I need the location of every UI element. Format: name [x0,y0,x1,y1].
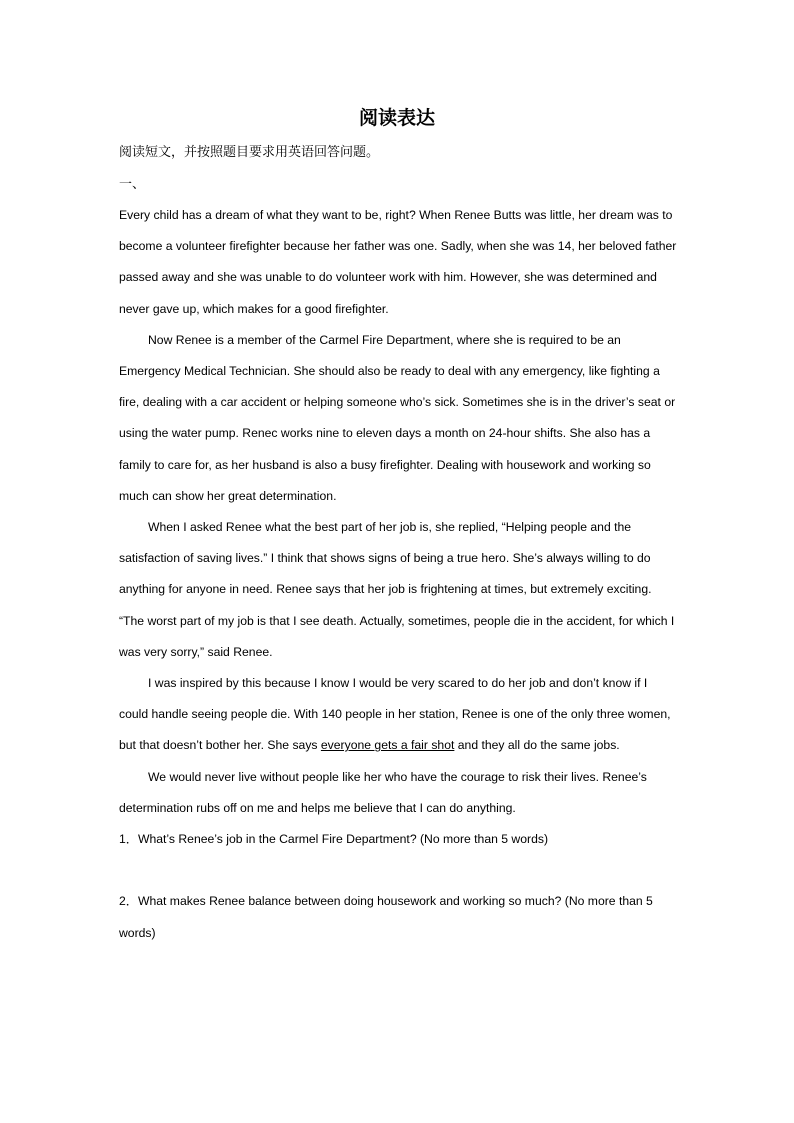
paragraph-4 [119,668,679,762]
paragraph-2: Now Renee is a member of the Carmel Fire Department, where she is required to be an Emergency Medical Technician. She should also be ready to deal with any emergency, like fighting a fire, dealing with a car accident or helping someone who’s sick. Sometimes she is in the driver’s seat or using the water pump. Renec works nine to eleven days a month on 24-hour shifts. She also has a family to care for, as her husband is also a busy firefighter. Dealing with housework and working so much can show her great determination. [119,332,676,503]
underlined-phrase: everyone gets a fair shot [320,738,455,753]
passage [119,200,679,949]
paragraph-4-part-a: I was inspired by this because I know I would be very scared to do her job and don’t know if I could handle seeing people die. With 140 people in her station, Renee is one of the only three women, but that doesn’t bother her. She says [119,676,671,753]
paragraph-4-part-b: and they all do the same jobs. [454,738,620,753]
paragraph-3: When I asked Renee what the best part of her job is, she replied, “Helping people and the satisfaction of saving lives.” I think that shows signs of being a true hero. She’s always willing to do anything for anyone in need. Renee says that her job is frightening at times, but extremely exciting. “The worst part of my job is that I see death. Actually, sometimes, people die in the accident, for which I was very sorry,” said Renee. [119,520,675,659]
question-1: 1．What’s Renee’s job in the Carmel Fire Department? (No more than 5 words) [119,832,549,847]
question-2: 2．What makes Renee balance between doing housework and working so much? (No more than 5 words) [119,894,653,940]
instruction-text: 阅读短文，并按照题目要求用英语回答问题。 [119,145,380,160]
section-number: 一、 [119,177,146,192]
paragraph-1: Every child has a dream of what they want to be, right? When Renee Butts was little, her dream was to become a volunteer firefighter because her father was one. Sadly, when she was 14, her beloved father passed away and she was unable to do volunteer work with him. However, she was determined and never gave up, which makes for a good firefighter. [119,208,677,316]
page-title: 阅读表达 [358,107,435,129]
paragraph-5: We would never live without people like her who have the courage to risk their lives. Renee’s determination rubs off on me and helps me believe that I can do anything. [119,769,647,815]
answer-space-1 [119,855,679,886]
